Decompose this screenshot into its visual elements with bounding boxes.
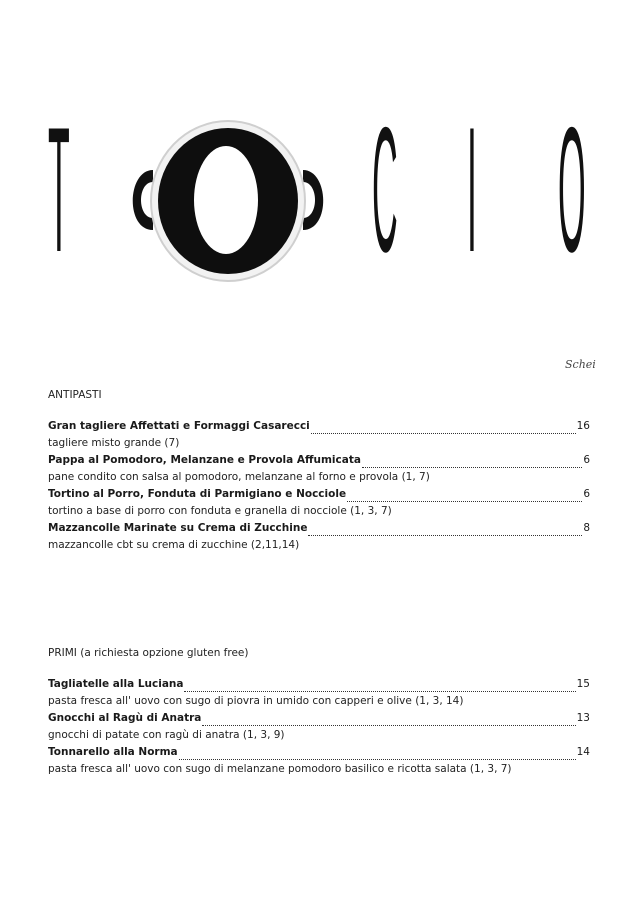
dish-price: 6 [583,454,590,466]
leader-dots [362,455,582,468]
dish-description: tortino a base di porro con fonduta e granella di nocciole (1, 3, 7) [48,505,392,517]
logo-letter-c: C [372,90,398,289]
dish-name: Gran tagliere Affettati e Formaggi Casarecci [48,420,310,432]
dish-price: 8 [583,522,590,534]
dish-description: pasta fresca all' uovo con sugo di piovra in umido con capperi e olive (1, 3, 14) [48,695,464,707]
leader-dots [202,713,575,726]
dish-name: Tagliatelle alla Luciana [48,678,184,690]
menu-item-name-row [48,420,590,437]
section-title-antipasti: ANTIPASTI [48,389,102,401]
dish-name: Pappa al Pomodoro, Melanzane e Provola Affumicata [48,454,361,466]
dish-name: Gnocchi al Ragù di Anatra [48,712,202,724]
dish-description: pasta fresca all' uovo con sugo di melanzane pomodoro basilico e ricotta salata (1, 3, 7) [48,763,512,775]
dish-name: Tonnarello alla Norma [48,746,178,758]
logo-letter-t: T [48,90,70,289]
dish-name: Tortino al Porro, Fonduta di Parmigiano e Nocciole [48,488,347,500]
antipasti-list [48,420,590,556]
leader-dots [179,747,576,760]
restaurant-logo [0,0,640,300]
menu-item-name-row [48,488,590,505]
leader-dots [347,489,582,502]
dish-description: pane condito con salsa al pomodoro, melanzane al forno e provola (1, 7) [48,471,430,483]
pot-logo-icon [123,118,333,284]
dish-price: 13 [576,712,590,724]
menu-item-name-row [48,454,590,471]
primi-list [48,678,590,780]
dish-name: Mazzancolle Marinate su Crema di Zucchine [48,522,308,534]
dish-description: gnocchi di patate con ragù di anatra (1, 3, 9) [48,729,285,741]
dish-description: mazzancolle cbt su crema di zucchine (2,11,14) [48,539,300,551]
leader-dots [311,421,576,434]
leader-dots [308,523,582,536]
signature: Schei [565,358,596,371]
section-title-primi: PRIMI (a richiesta opzione gluten free) [48,647,249,659]
menu-item-name-row [48,746,590,763]
dish-price: 14 [576,746,590,758]
dish-description: tagliere misto grande (7) [48,437,180,449]
logo-letter-i: I [467,90,477,289]
dish-price: 15 [576,678,590,690]
menu-item-name-row [48,712,590,729]
logo-letter-o-last: O [558,90,586,289]
dish-price: 6 [583,488,590,500]
dish-price: 16 [576,420,590,432]
menu-item-name-row [48,678,590,695]
leader-dots [184,679,575,692]
menu-item-name-row [48,522,590,539]
